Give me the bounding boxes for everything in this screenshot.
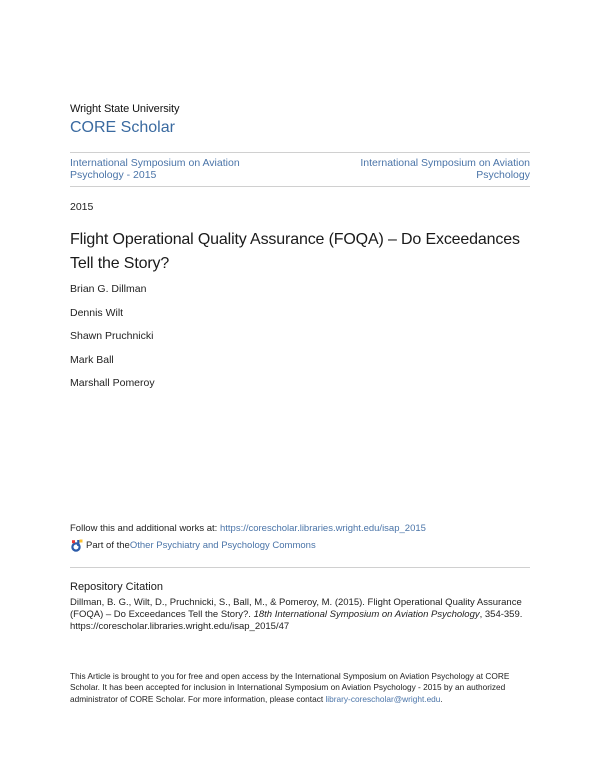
part-of-line	[70, 539, 316, 552]
author-item: Dennis Wilt	[70, 306, 124, 319]
follow-line	[70, 523, 426, 534]
divider-series	[70, 186, 530, 187]
repository-link[interactable]: CORE Scholar	[70, 119, 175, 136]
commons-link[interactable]: Other Psychiatry and Psychology Commons	[129, 540, 316, 551]
author-list	[70, 283, 155, 401]
divider-top	[70, 152, 530, 153]
access-notice	[70, 671, 530, 705]
author-item: Mark Ball	[70, 353, 114, 366]
series-link-2015[interactable]: International Symposium on Aviation Psychology - 2015	[70, 157, 240, 181]
citation-heading: Repository Citation	[70, 581, 163, 593]
citation-text: Dillman, B. G., Wilt, D., Pruchnicki, S., Ball, M., & Pomeroy, M. (2015). Flight Operational Quality Assurance (FOQA) – Do Exceedances Tell the Story?.	[70, 597, 522, 621]
citation-block	[70, 597, 530, 634]
notice-text: This Article is brought to you for free and open access by the International Symposium on Aviation Psychology at CORE Scholar. It has been accepted for inclusion in International Symposium on Aviation Psychology - 2015 by an authorized administrator of CORE Scholar. For more information, please contact	[70, 671, 510, 704]
paper-title: Flight Operational Quality Assurance (FOQA) – Do Exceedances Tell the Story?	[70, 231, 520, 272]
divider-citation	[70, 567, 530, 568]
network-commons-icon	[70, 539, 83, 552]
notice-trailing: .	[440, 693, 443, 704]
publication-year: 2015	[70, 201, 94, 213]
author-item: Shawn Pruchnicki	[70, 330, 154, 342]
series-link-main[interactable]: International Symposium on Aviation Psychology	[360, 157, 530, 181]
citation-venue: 18th International Symposium on Aviation Psychology	[253, 609, 480, 621]
citation-url: https://corescholar.libraries.wright.edu/isap_2015/47	[70, 621, 290, 633]
author-item: Brian G. Dillman	[70, 283, 147, 295]
follow-prefix: Follow this and additional works at:	[70, 523, 220, 534]
institution-name: Wright State University	[70, 103, 180, 115]
part-of-prefix: Part of the	[86, 540, 130, 551]
citation-pages: , 354-359.	[479, 609, 523, 621]
author-item: Marshall Pomeroy	[70, 377, 155, 389]
contact-email-link[interactable]: library-corescholar@wright.edu	[325, 693, 441, 704]
follow-url-link[interactable]: https://corescholar.libraries.wright.edu/isap_2015	[219, 523, 426, 534]
